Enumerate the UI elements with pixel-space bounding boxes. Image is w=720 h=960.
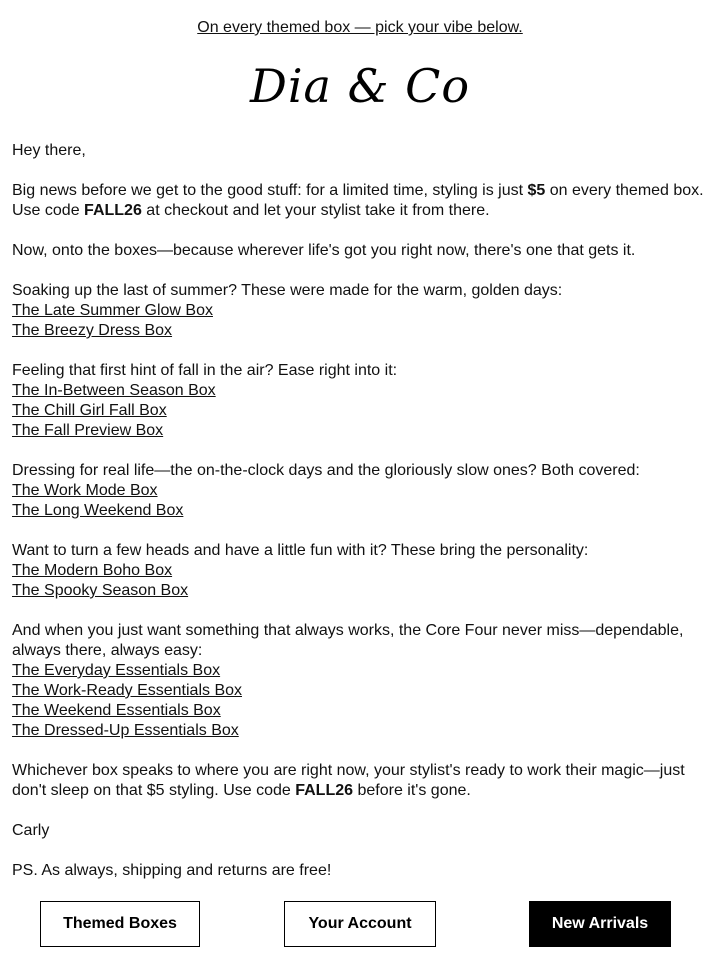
box-link-work-ready-essentials[interactable]: The Work-Ready Essentials Box: [12, 682, 243, 699]
box-link-chill-girl-fall[interactable]: The Chill Girl Fall Box: [12, 402, 167, 419]
box-link-in-between-season[interactable]: The In-Between Season Box: [12, 382, 216, 399]
section-intro: Feeling that first hint of fall in the air? Ease right into it:: [12, 362, 398, 379]
box-link-long-weekend[interactable]: The Long Weekend Box: [12, 502, 184, 519]
section-intro: Want to turn a few heads and have a little fun with it? These bring the personality:: [12, 542, 589, 559]
box-link-modern-boho[interactable]: The Modern Boho Box: [12, 562, 173, 579]
preheader-link[interactable]: On every themed box — pick your vibe below.: [197, 19, 523, 36]
box-link-spooky-season[interactable]: The Spooky Season Box: [12, 582, 189, 599]
footer-button-row: [0, 901, 720, 947]
closing-text-before: Whichever box speaks to where you are right now, your stylist's ready to work their magic—just don't sleep on that $5 styling. Use code: [12, 762, 685, 799]
intro-text-middle: on every themed box. Use code: [12, 182, 704, 219]
closing-text-after: before it's gone.: [353, 782, 471, 799]
section-summer: [12, 281, 708, 341]
box-link-fall-preview[interactable]: The Fall Preview Box: [12, 422, 164, 439]
transition-paragraph: Now, onto the boxes—because wherever life's got you right now, there's one that gets it.: [12, 242, 636, 259]
closing-promo-code: FALL26: [295, 782, 354, 799]
intro-paragraph: [12, 181, 708, 221]
postscript: PS. As always, shipping and returns are free!: [12, 862, 332, 879]
section-personality: [12, 541, 708, 601]
brand-logo[interactable]: [0, 58, 720, 123]
preheader: [0, 18, 720, 38]
intro-price: $5: [527, 182, 546, 199]
your-account-button[interactable]: Your Account: [284, 901, 436, 947]
themed-boxes-button[interactable]: Themed Boxes: [40, 901, 200, 947]
box-link-weekend-essentials[interactable]: The Weekend Essentials Box: [12, 702, 221, 719]
box-link-dressed-up-essentials[interactable]: The Dressed-Up Essentials Box: [12, 722, 239, 739]
intro-text-after: at checkout and let your stylist take it from there.: [141, 202, 490, 219]
section-intro: And when you just want something that always works, the Core Four never miss—dependable, always there, always easy:: [12, 622, 684, 659]
email-body: [12, 141, 708, 901]
box-link-everyday-essentials[interactable]: The Everyday Essentials Box: [12, 662, 221, 679]
intro-text-before: Big news before we get to the good stuff: for a limited time, styling is just: [12, 182, 528, 199]
new-arrivals-button[interactable]: New Arrivals: [529, 901, 671, 947]
logo-wordmark: [249, 58, 471, 118]
section-real-life: [12, 461, 708, 521]
signature: Carly: [12, 822, 50, 839]
intro-promo-code: FALL26: [84, 202, 142, 219]
box-link-breezy-dress[interactable]: The Breezy Dress Box: [12, 322, 173, 339]
section-fall: [12, 361, 708, 441]
section-intro: Dressing for real life—the on-the-clock days and the gloriously slow ones? Both covered:: [12, 462, 640, 479]
logo-text: Dia & Co: [249, 59, 471, 113]
greeting: Hey there,: [12, 142, 86, 159]
section-intro: Soaking up the last of summer? These were made for the warm, golden days:: [12, 282, 563, 299]
box-link-work-mode[interactable]: The Work Mode Box: [12, 482, 158, 499]
section-core-four: [12, 621, 708, 741]
box-link-late-summer-glow[interactable]: The Late Summer Glow Box: [12, 302, 213, 319]
closing-paragraph: [12, 761, 708, 801]
